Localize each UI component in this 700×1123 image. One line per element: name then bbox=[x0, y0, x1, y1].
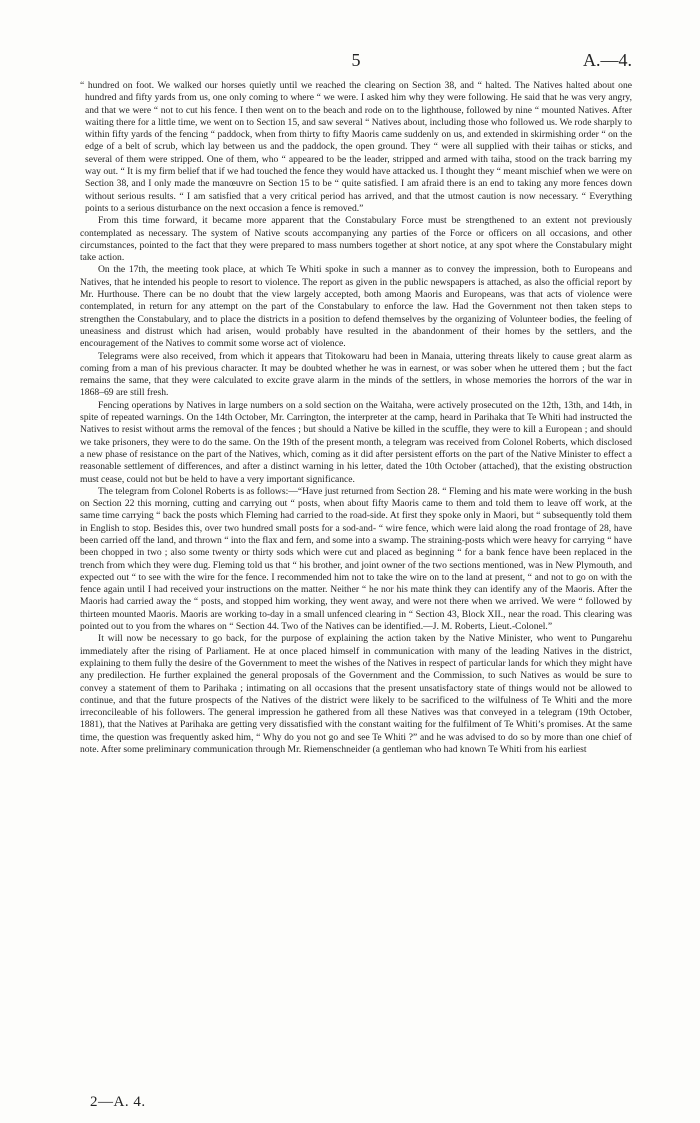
paragraph-meeting: On the 17th, the meeting took place, at which Te Whiti spoke in such a manner as to convey the impression, both to Europeans and Natives, that he intended his people to resort to violence. The report as given in the public newspapers is attached, as also the official report by Mr. Hurthouse. There can be no doubt that the view largely accepted, both among Maoris and Europeans, was that acts of violence were contemplated, in return for any attempt on the part of the Constabulary to enforce the law. Had the Government not then taken steps to strengthen the Constabulary, and to place the districts in a position to defend themselves by the organizing of Volunteer bodies, the feeling of uneasiness and distrust which had arisen, would probably have resulted in the abandonment of their homes by the settlers, and the encouragement of the Natives to commit some worse act of violence. bbox=[80, 264, 632, 350]
page-number: 5 bbox=[351, 50, 361, 70]
paragraph-native-minister: It will now be necessary to go back, for the purpose of explaining the action taken by the Native Minister, who went to Pungarehu immediately after the rising of Parliament. He at once placed himself in communication with many of the leading Natives in the district, explaining to them fully the desire of the Government to meet the wishes of the Natives in respect of particular lands for which they might have any predilection. He further explained the general proposals of the Government and the Commission, to such Natives as would be sure to convey a statement of them to Parihaka ; intimating on all occasions that the present unsatisfactory state of things would not be allowed to continue, and that the future prospects of the Natives of the district were likely to be sacrificed to the wilfulness of Te Whiti and the more irreconcileable of his followers. The general impression he gathered from all these Natives was that conveyed in a telegram (19th October, 1881), that the Natives at Parihaka are getting very dissatisfied with the constant waiting for the fulfilment of Te Whiti’s promises. At the same time, the question was frequently asked him, “ Why do you not go and see Te Whiti ?” and he was advised to do so by more than one chief of note. After some preliminary communication through Mr. Riemenschneider (a gentleman who had known Te Whiti from his earliest bbox=[80, 633, 632, 756]
paragraph-constabulary: From this time forward, it became more apparent that the Constabulary Force must be strengthened to an extent not previously contemplated as necessary. The system of Native scouts accompanying any parties of the Force or officers on all occasions, and other circumstances, pointed to the fact that they were prepared to mass numbers together at short notice, at any spot where the Constabulary might take action. bbox=[80, 215, 632, 264]
paragraph-fencing: Fencing operations by Natives in large numbers on a sold section on the Waitaha, were actively prosecuted on the 12th, 13th, and 14th, in spite of repeated warnings. On the 14th October, Mr. Carrington, the interpreter at the camp, heard in Parihaka that Te Whiti had instructed the Natives to resist without arms the removal of the fences ; but should a Native be killed in the scuffle, they were to kill a European ; and should we take prisoners, they were to do the same. On the 19th of the present month, a telegram was received from Colonel Roberts, which disclosed a new phase of resistance on the part of the Natives, which, coming as it did after persistent efforts on the part of the Native Minister to effect a reasonable settlement of differences, and after a distinct warning in his letter, dated the 10th October (attached), that the existing obstruction must cease, could not but be held to have a very important significance. bbox=[80, 399, 632, 485]
paragraph-roberts-telegram: The telegram from Colonel Roberts is as follows:—“Have just returned from Section 28. “ Fleming and his mate were working in the bush on Section 22 this morning, cutting and carrying out “ posts, when about fifty Maoris came to them and told them to leave off work, at the same time carrying “ back the posts which Fleming had carried to the road-side. At first they spoke only in Maori, but “ subsequently told them in English to stop. Besides this, over two hundred small posts for a sod-and- “ wire fence, which were laid along the road frontage of 28, have been carried off the land, and thrown “ into the flax and fern, and some into a swamp. The straining-posts which were heavy for carrying “ have been chopped in two ; also some twenty or thirty sods which were cut and placed as beginning “ for a bank fence have been replaced in the trench from which they were dug. Fleming told us that “ his brother, and joint owner of the two sections mentioned, was in New Plymouth, and expected out “ to see with the wire for the fence. I recommended him not to take the wire on to the land at present, “ and not to go on with the fence again until I had received your instructions on the matter. Neither “ he nor his mate think they can identify any of the Maoris. After the Maoris had carried away the “ posts, and stopped him working, they went away, and were not there when we arrived. We were “ followed by thirteen mounted Maoris. Maoris are working to-day in a small unfenced clearing in “ Section 43, Block XII., near the road. This clearing was pointed out to you from the whares on “ Section 44. Two of the Natives can be identified.—J. M. Roberts, Lieut.-Colonel.” bbox=[80, 485, 632, 633]
page-header bbox=[80, 50, 632, 74]
paragraph-telegrams: Telegrams were also received, from which it appears that Titokowaru had been in Manaia, uttering threats likely to cause great alarm as coming from a man of his previous character. It may be doubted whether he was in earnest, or was sober when he uttered them ; but the fact remains the same, that they were calculated to excite grave alarm in the minds of the settlers, in whose memories the horrors of the war in 1868–69 are still fresh. bbox=[80, 350, 632, 399]
document-reference: A.—4. bbox=[583, 50, 632, 70]
document-body bbox=[80, 80, 632, 756]
paragraph-quote-report: “ hundred on foot. We walked our horses quietly until we reached the clearing on Section 38, and “ halted. The Natives halted about one hundred and fifty yards from us, one only coming to where “ we were. I asked him why they were following. He said that he was very angry, and that we were “ not to cut his fence. I then went on to the beach and rode on to the lighthouse, followed by nine “ mounted Natives. After waiting there for a little time, we went on to Section 15, and saw several “ Natives about, including those who followed us. We rode sharply to within fifty yards of the fencing “ paddock, when from thirty to fifty Maoris came suddenly on us, and extended in skirmishing order “ on the edge of a belt of scrub, which lay between us and the paddock, the open ground. They “ were all supplied with their taihas or sticks, and several of them were stripped. One of them, who “ appeared to be the leader, stripped and armed with taiha, stood on the track barring my way out. “ It is my firm belief that if we had touched the fence they would have attacked us. I thought they “ meant mischief when we were on Section 38, and I only made the manœuvre on Section 15 to be “ quite satisfied. I am afraid there is an end to taking any more fences down without serious results. “ I am satisfied that a very critical period has arrived, and that the utmost caution is now necessary. “ Everything points to a serious disturbance on the next occasion a fence is removed.” bbox=[80, 80, 632, 214]
signature-mark: 2—A. 4. bbox=[90, 1094, 146, 1110]
